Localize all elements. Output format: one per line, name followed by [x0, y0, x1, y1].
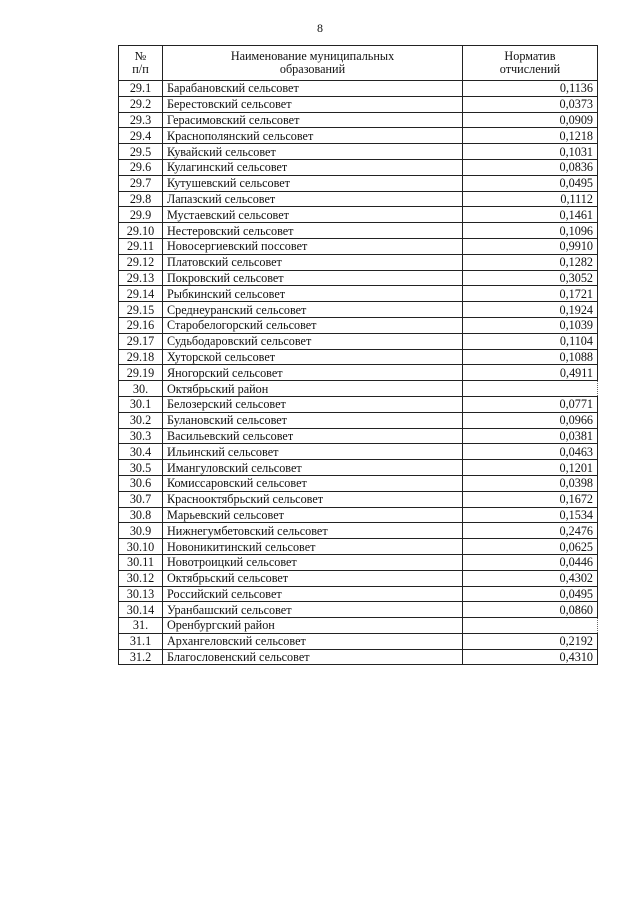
row-number: 30.10 — [119, 539, 163, 555]
deduction-norm: 0,1218 — [463, 128, 598, 144]
row-number: 30.3 — [119, 428, 163, 444]
deduction-norm: 0,0771 — [463, 396, 598, 412]
table-row — [119, 444, 598, 460]
district-row — [119, 618, 598, 634]
municipality-name: Ильинский сельсовет — [163, 444, 463, 460]
header-norm-line-1: Норматив — [504, 48, 556, 63]
row-number: 29.13 — [119, 270, 163, 286]
district-row — [119, 381, 598, 397]
table-row — [119, 144, 598, 160]
deduction-norm: 0,1088 — [463, 349, 598, 365]
row-number: 30.9 — [119, 523, 163, 539]
table-row — [119, 570, 598, 586]
row-number: 29.8 — [119, 191, 163, 207]
table-body — [119, 81, 598, 665]
row-number: 29.6 — [119, 159, 163, 175]
row-number: 30.14 — [119, 602, 163, 618]
table-row — [119, 475, 598, 491]
municipality-name: Судьбодаровский сельсовет — [163, 333, 463, 349]
municipality-name: Оренбургский район — [163, 618, 463, 634]
deduction-norm: 0,0495 — [463, 175, 598, 191]
page-number: 8 — [317, 21, 323, 35]
header-number-line-1: № — [134, 48, 147, 63]
row-number: 30.2 — [119, 412, 163, 428]
deduction-norm: 0,4911 — [463, 365, 598, 381]
municipality-name: Платовский сельсовет — [163, 254, 463, 270]
municipality-name: Новоникитинский сельсовет — [163, 539, 463, 555]
row-number: 30.1 — [119, 396, 163, 412]
table-row — [119, 238, 598, 254]
municipality-name: Марьевский сельсовет — [163, 507, 463, 523]
table-header-row — [119, 46, 598, 81]
deduction-norm: 0,1112 — [463, 191, 598, 207]
municipality-name: Уранбашский сельсовет — [163, 602, 463, 618]
table-row — [119, 302, 598, 318]
deduction-norm: 0,4302 — [463, 570, 598, 586]
municipality-name: Булановский сельсовет — [163, 412, 463, 428]
municipality-name: Архангеловский сельсовет — [163, 633, 463, 649]
header-municipality-name — [163, 46, 463, 81]
municipality-name: Новотроицкий сельсовет — [163, 554, 463, 570]
row-number: 29.2 — [119, 96, 163, 112]
municipality-name: Васильевский сельсовет — [163, 428, 463, 444]
table-row — [119, 317, 598, 333]
table-row — [119, 81, 598, 97]
row-number: 29.7 — [119, 175, 163, 191]
row-number: 29.5 — [119, 144, 163, 160]
table-row — [119, 396, 598, 412]
municipality-name: Октябрьский район — [163, 381, 463, 397]
row-number: 31.1 — [119, 633, 163, 649]
table-row — [119, 270, 598, 286]
row-number: 29.14 — [119, 286, 163, 302]
table-row — [119, 491, 598, 507]
municipality-name: Кулагинский сельсовет — [163, 159, 463, 175]
row-number: 30.7 — [119, 491, 163, 507]
municipality-name: Белозерский сельсовет — [163, 396, 463, 412]
municipality-name: Хуторской сельсовет — [163, 349, 463, 365]
municipality-name: Кутушевский сельсовет — [163, 175, 463, 191]
table-row — [119, 633, 598, 649]
deduction-norm: 0,1039 — [463, 317, 598, 333]
row-number: 30. — [119, 381, 163, 397]
table-row — [119, 412, 598, 428]
deduction-norm: 0,1672 — [463, 491, 598, 507]
deduction-norm: 0,1201 — [463, 460, 598, 476]
row-number: 29.15 — [119, 302, 163, 318]
table-row — [119, 554, 598, 570]
municipality-name: Имангуловский сельсовет — [163, 460, 463, 476]
municipality-name: Благословенский сельсовет — [163, 649, 463, 665]
row-number: 29.9 — [119, 207, 163, 223]
deduction-norm: 0,1924 — [463, 302, 598, 318]
header-number-line-2: п/п — [132, 62, 149, 76]
deduction-norm: 0,0836 — [463, 159, 598, 175]
deduction-norm — [463, 381, 598, 397]
deduction-norms-table — [118, 45, 598, 665]
table-row — [119, 333, 598, 349]
table-row — [119, 128, 598, 144]
row-number: 29.1 — [119, 81, 163, 97]
deduction-norm: 0,1461 — [463, 207, 598, 223]
row-number: 29.11 — [119, 238, 163, 254]
table-row — [119, 349, 598, 365]
row-number: 29.17 — [119, 333, 163, 349]
deduction-norm: 0,0398 — [463, 475, 598, 491]
deduction-norm: 0,0381 — [463, 428, 598, 444]
table-row — [119, 112, 598, 128]
table-row — [119, 586, 598, 602]
header-name-line-2: образований — [279, 62, 346, 76]
row-number: 31. — [119, 618, 163, 634]
table-row — [119, 223, 598, 239]
row-number: 30.4 — [119, 444, 163, 460]
table-row — [119, 523, 598, 539]
municipality-name: Мустаевский сельсовет — [163, 207, 463, 223]
deduction-norm: 0,1096 — [463, 223, 598, 239]
deduction-norm: 0,0446 — [463, 554, 598, 570]
row-number: 30.11 — [119, 554, 163, 570]
deduction-norm: 0,0909 — [463, 112, 598, 128]
municipality-name: Барабановский сельсовет — [163, 81, 463, 97]
municipality-name: Покровский сельсовет — [163, 270, 463, 286]
table-row — [119, 175, 598, 191]
table-row — [119, 649, 598, 665]
table-row — [119, 96, 598, 112]
deduction-norm: 0,4310 — [463, 649, 598, 665]
table-row — [119, 254, 598, 270]
header-norm-line-2: отчислений — [499, 62, 561, 76]
row-number: 29.10 — [119, 223, 163, 239]
municipality-name: Рыбкинский сельсовет — [163, 286, 463, 302]
deduction-norm: 0,3052 — [463, 270, 598, 286]
deduction-norm: 0,1721 — [463, 286, 598, 302]
table-row — [119, 539, 598, 555]
table-row — [119, 602, 598, 618]
municipality-name: Герасимовский сельсовет — [163, 112, 463, 128]
table-row — [119, 191, 598, 207]
row-number: 30.5 — [119, 460, 163, 476]
municipality-name: Октябрьский сельсовет — [163, 570, 463, 586]
row-number: 31.2 — [119, 649, 163, 665]
municipality-name: Лапазский сельсовет — [163, 191, 463, 207]
deduction-norm: 0,1534 — [463, 507, 598, 523]
header-name-line-1: Наименование муниципальных — [230, 48, 395, 63]
row-number: 29.3 — [119, 112, 163, 128]
municipality-name: Нижнегумбетовский сельсовет — [163, 523, 463, 539]
row-number: 29.18 — [119, 349, 163, 365]
table-row — [119, 365, 598, 381]
deduction-norm: 0,2192 — [463, 633, 598, 649]
municipality-name: Краснополянский сельсовет — [163, 128, 463, 144]
municipality-name: Новосергиевский поссовет — [163, 238, 463, 254]
row-number: 30.13 — [119, 586, 163, 602]
municipality-name: Российский сельсовет — [163, 586, 463, 602]
table-row — [119, 286, 598, 302]
deduction-norm: 0,0373 — [463, 96, 598, 112]
municipality-name: Нестеровский сельсовет — [163, 223, 463, 239]
deduction-norm: 0,0860 — [463, 602, 598, 618]
deduction-norm: 0,1282 — [463, 254, 598, 270]
table-row — [119, 428, 598, 444]
deduction-norm: 0,1136 — [463, 81, 598, 97]
row-number: 29.19 — [119, 365, 163, 381]
municipality-name: Кувайский сельсовет — [163, 144, 463, 160]
row-number: 29.12 — [119, 254, 163, 270]
deduction-norm: 0,0625 — [463, 539, 598, 555]
deduction-norm: 0,0966 — [463, 412, 598, 428]
row-number: 30.6 — [119, 475, 163, 491]
deduction-norm: 0,9910 — [463, 238, 598, 254]
deduction-norm: 0,2476 — [463, 523, 598, 539]
municipality-name: Комиссаровский сельсовет — [163, 475, 463, 491]
table-row — [119, 460, 598, 476]
row-number: 30.12 — [119, 570, 163, 586]
deduction-norm: 0,0495 — [463, 586, 598, 602]
header-number — [119, 46, 163, 81]
municipality-name: Среднеуранский сельсовет — [163, 302, 463, 318]
municipality-name: Берестовский сельсовет — [163, 96, 463, 112]
table-row — [119, 159, 598, 175]
deduction-norm: 0,1031 — [463, 144, 598, 160]
row-number: 30.8 — [119, 507, 163, 523]
row-number: 29.4 — [119, 128, 163, 144]
municipality-name: Яногорский сельсовет — [163, 365, 463, 381]
deduction-norm — [463, 618, 598, 634]
municipality-name: Краснооктябрьский сельсовет — [163, 491, 463, 507]
deduction-norm: 0,1104 — [463, 333, 598, 349]
row-number: 29.16 — [119, 317, 163, 333]
table-row — [119, 507, 598, 523]
header-deduction-norm — [463, 46, 598, 81]
deduction-norm: 0,0463 — [463, 444, 598, 460]
municipality-name: Старобелогорский сельсовет — [163, 317, 463, 333]
table-row — [119, 207, 598, 223]
